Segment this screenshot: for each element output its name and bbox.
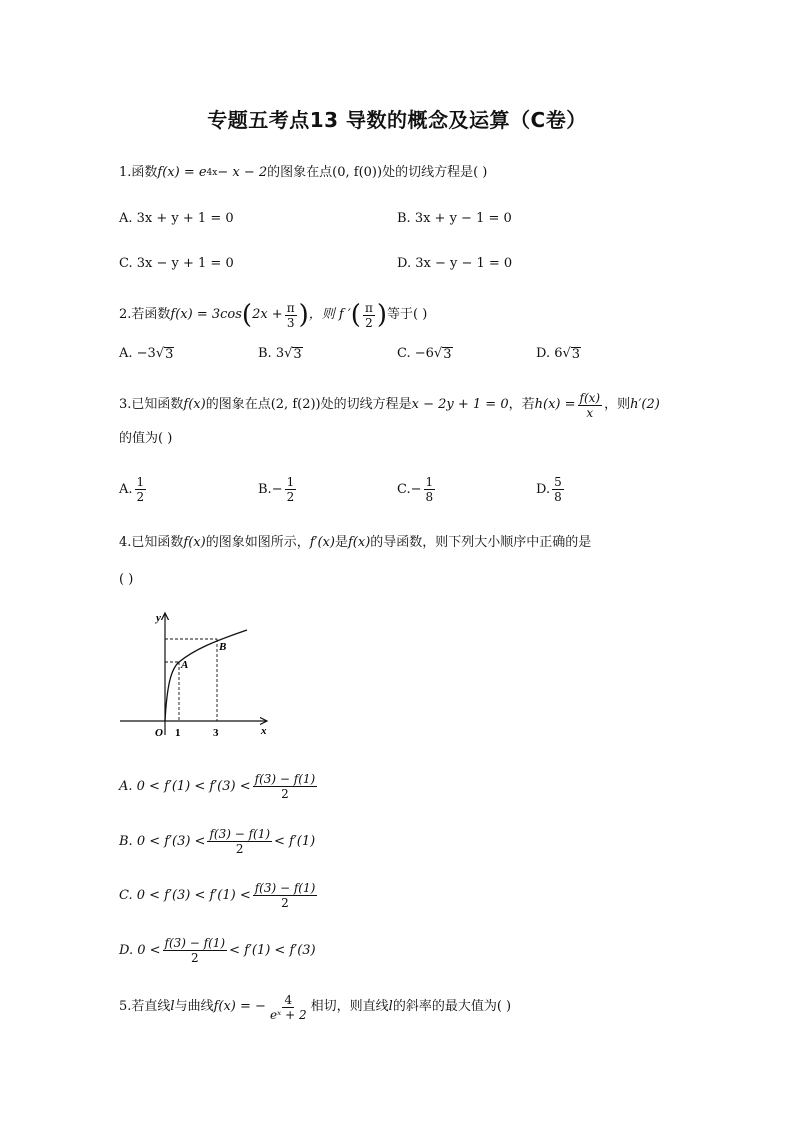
q1-mid: 的图象在点 — [267, 165, 333, 180]
point-a-label: A — [181, 659, 189, 671]
question-2 — [119, 300, 427, 330]
q2-three: 3 — [286, 315, 295, 330]
q4-opt-b-num: f(3) − f(1) — [209, 827, 271, 841]
q5-l2: l — [388, 999, 393, 1014]
q2-paren2-close: ) — [376, 300, 387, 330]
curve — [165, 630, 247, 721]
q2-two: 2 — [365, 315, 373, 330]
q5-mid2: 相切，则直线 — [310, 999, 389, 1014]
q3-opt-b-den: 2 — [286, 490, 295, 504]
q4-option-c[interactable] — [119, 881, 319, 910]
sqrt-symbol: √ 3 — [284, 346, 302, 362]
q2-suffix: 等于( ) — [386, 307, 428, 322]
q4-opt-b-tail: < f′(1) — [274, 834, 316, 849]
q1-prefix: 1.函数 — [119, 165, 158, 180]
q4-opt-b-den: 2 — [235, 842, 244, 856]
q1-option-d[interactable]: D. 3x − y − 1 = 0 — [397, 256, 513, 271]
q3-mid2: 处的切线方程是 — [320, 397, 412, 412]
tick-1: 1 — [175, 727, 181, 739]
q3-x: x — [586, 405, 594, 420]
q2-option-c-label: C. −6 — [397, 346, 434, 361]
q4-opt-a-label: A. 0 < f′(1) < f′(3) < — [119, 779, 251, 794]
q4-opt-d-den: 2 — [190, 951, 199, 965]
q1-option-a[interactable]: A. 3x + y + 1 = 0 — [119, 211, 234, 226]
page-title: 专题五考点13 导数的概念及运算（C卷） — [207, 108, 587, 132]
q4-opt-a-den: 2 — [281, 787, 289, 801]
q1-option-c[interactable]: C. 3x − y + 1 = 0 — [119, 256, 234, 271]
point-b-label: B — [219, 641, 227, 653]
q2-option-c[interactable] — [397, 346, 453, 361]
q2-option-b[interactable] — [258, 346, 303, 361]
q2-pi-2: π — [364, 300, 373, 315]
q3-opt-d-den: 8 — [554, 490, 562, 504]
q3-fx: f(x) — [579, 390, 601, 405]
q3-opt-a-den: 2 — [136, 490, 145, 504]
q2-root-d: 3 — [571, 347, 581, 362]
q2-option-d[interactable] — [536, 346, 581, 361]
q3-opt-d-num: 5 — [554, 475, 562, 489]
q4-opt-c-frac — [253, 881, 318, 910]
q3-opt-c-sign: − — [410, 482, 422, 497]
q1-option-b[interactable]: B. 3x + y − 1 = 0 — [397, 211, 512, 226]
q3-opt-d-label: D. — [536, 482, 551, 497]
q2-root-b: 3 — [293, 347, 302, 362]
q4-opt-a-num: f(3) − f(1) — [254, 772, 316, 786]
q3-opt-c-frac — [424, 475, 436, 504]
q5-num: 4 — [284, 992, 293, 1007]
q4-opt-d-tail: < f′(1) < f′(3) — [229, 943, 316, 958]
q3-opt-c-label: C. — [397, 482, 411, 497]
tick-3: 3 — [213, 727, 219, 739]
q4-option-d[interactable] — [119, 936, 316, 965]
q3-mid1: 的图象在点 — [205, 397, 271, 412]
q3-opt-b-num: 1 — [286, 475, 295, 489]
q4-opt-d-label: D. 0 < — [119, 943, 161, 958]
q1-func: f(x) = e — [157, 165, 207, 180]
q3-opt-a-num: 1 — [136, 475, 145, 489]
q4-prefix: 4.已知函数 — [119, 535, 184, 550]
q2-option-a-label: A. −3 — [119, 346, 156, 361]
q4-opt-d-num: f(3) − f(1) — [164, 936, 226, 950]
q2-option-d-label: D. 6 — [536, 346, 563, 361]
q4-opt-c-num: f(3) − f(1) — [254, 881, 316, 895]
q5-mid1: 与曲线 — [174, 999, 214, 1014]
q3-option-a[interactable] — [119, 475, 148, 504]
q4-option-a[interactable] — [119, 772, 319, 801]
q2-prefix: 2.若函数 — [119, 307, 171, 322]
q1-point: (0, f(0)) — [332, 165, 383, 180]
sqrt-symbol: √ 3 — [433, 346, 452, 362]
q2-inner: 2x + — [252, 307, 283, 322]
q4-fp: f′(x) — [309, 535, 335, 550]
q3-option-c[interactable] — [397, 475, 437, 504]
q5-l: l — [170, 999, 175, 1014]
q1-exp: 4x — [206, 168, 218, 178]
q5-prefix: 5.若直线 — [119, 999, 171, 1014]
q5-den: eˣ + 2 — [269, 1007, 307, 1022]
q4-func2: f(x) — [347, 535, 371, 550]
q2-root-a: 3 — [165, 347, 174, 362]
sqrt-symbol: √ 3 — [155, 346, 174, 362]
q3-opt-a-frac — [135, 475, 147, 504]
q3-line: x − 2y + 1 = 0 — [411, 397, 509, 412]
x-label: x — [261, 725, 267, 737]
q4-opt-b-label: B. 0 < f′(3) < — [119, 834, 206, 849]
question-4 — [119, 534, 591, 552]
q2-root-c: 3 — [443, 347, 452, 362]
q5-frac — [268, 993, 309, 1022]
q3-opt-b-frac — [285, 475, 297, 504]
q2-paren-open: ( — [241, 300, 253, 330]
q2-then: ，则 f ′ — [308, 307, 351, 322]
question-3 — [119, 388, 660, 422]
q2-pi: π — [286, 300, 295, 315]
q3-h: h(x) = — [534, 397, 576, 412]
question-3-line-2: 的值为( ) — [119, 431, 173, 446]
q2-paren2-open: ( — [350, 300, 361, 330]
question-4-line-2: ( ) — [119, 572, 134, 587]
q4-mid2: 是 — [334, 535, 348, 550]
q2-paren-close: ) — [298, 300, 309, 330]
q2-option-b-label: B. 3 — [258, 346, 285, 361]
question-1 — [119, 164, 487, 182]
q4-opt-c-label: C. 0 < f′(3) < f′(1) < — [119, 888, 251, 903]
q3-prefix: 3.已知函数 — [119, 397, 184, 412]
q3-option-b[interactable] — [258, 475, 298, 504]
q3-opt-b-label: B. — [258, 482, 272, 497]
q2-func: f(x) = 3cos — [170, 307, 242, 322]
q3-mid3: ，若 — [508, 397, 535, 412]
q4-func: f(x) — [183, 535, 206, 550]
q3-opt-c-num: 1 — [425, 475, 434, 489]
q4-opt-a-frac — [253, 772, 318, 801]
q3-opt-a-label: A. — [119, 482, 133, 497]
q3-func: f(x) — [183, 397, 206, 412]
q4-opt-b-frac — [207, 827, 272, 856]
q3-option-d[interactable] — [536, 475, 566, 504]
q1-suffix: 处的切线方程是( ) — [382, 165, 488, 180]
q5-func: f(x) = − — [213, 999, 266, 1014]
question-5 — [119, 990, 511, 1024]
q3-point: (2, f(2)) — [270, 397, 321, 412]
q3-mid4: ，则 — [604, 397, 631, 412]
origin-label: O — [155, 727, 163, 739]
q3-hp: h′(2) — [630, 397, 660, 412]
q3-opt-d-frac — [552, 475, 564, 504]
q4-mid3: 的导函数，则下列大小顺序中正确的是 — [370, 535, 592, 550]
q1-func-tail: − x − 2 — [217, 165, 268, 180]
function-graph — [115, 605, 275, 740]
y-label: y — [156, 612, 161, 624]
q4-option-b[interactable] — [119, 827, 315, 856]
q3-opt-c-den: 8 — [425, 490, 434, 504]
q2-pi-over-3 — [285, 301, 297, 330]
q5-suffix: 的斜率的最大值为( ) — [392, 999, 512, 1014]
q2-pi-over-2 — [363, 301, 375, 330]
q4-opt-c-den: 2 — [281, 896, 289, 910]
sqrt-symbol: √ 3 — [562, 346, 581, 362]
q4-mid1: 的图象如图所示， — [205, 535, 310, 550]
q4-opt-d-frac — [163, 936, 228, 965]
q2-option-a[interactable] — [119, 346, 174, 361]
q3-fx-over-x — [578, 391, 603, 420]
q3-opt-b-sign: − — [271, 482, 283, 497]
